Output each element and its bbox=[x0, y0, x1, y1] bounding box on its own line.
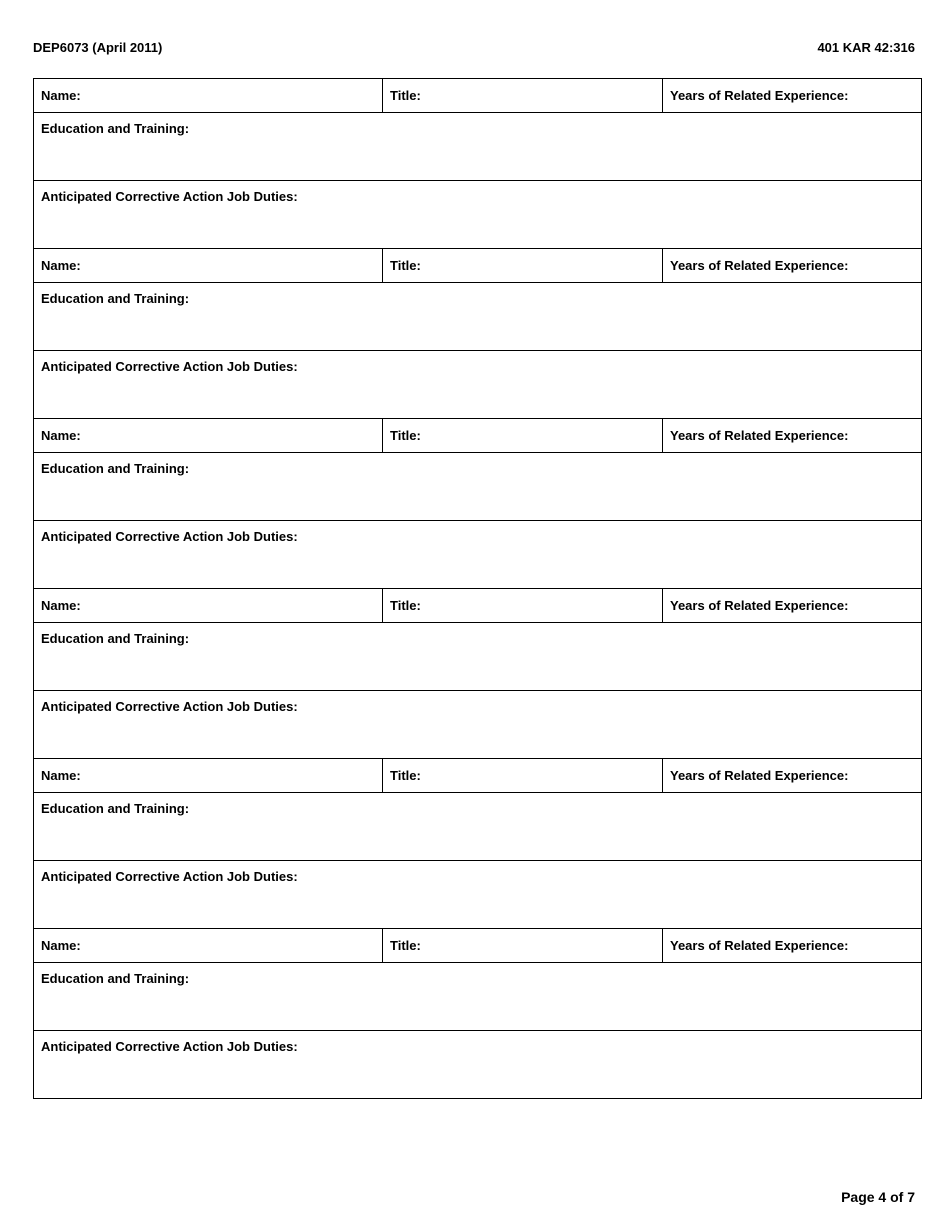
page-number: Page 4 of 7 bbox=[841, 1189, 915, 1205]
title-field[interactable]: Title: bbox=[383, 249, 663, 283]
education-field[interactable]: Education and Training: bbox=[34, 793, 922, 861]
title-field[interactable]: Title: bbox=[383, 589, 663, 623]
personnel-entry-2-header bbox=[34, 249, 922, 283]
regulation-reference: 401 KAR 42:316 bbox=[817, 40, 915, 55]
personnel-entry-1-education bbox=[34, 113, 922, 181]
personnel-entry-5-header bbox=[34, 759, 922, 793]
experience-field[interactable]: Years of Related Experience: bbox=[663, 589, 922, 623]
personnel-entry-6-duties bbox=[34, 1031, 922, 1099]
title-field[interactable]: Title: bbox=[383, 79, 663, 113]
name-field[interactable]: Name: bbox=[34, 419, 383, 453]
personnel-entry-3-duties bbox=[34, 521, 922, 589]
duties-field[interactable]: Anticipated Corrective Action Job Duties: bbox=[34, 691, 922, 759]
title-field[interactable]: Title: bbox=[383, 929, 663, 963]
personnel-entry-2-duties bbox=[34, 351, 922, 419]
duties-field[interactable]: Anticipated Corrective Action Job Duties: bbox=[34, 181, 922, 249]
duties-field[interactable]: Anticipated Corrective Action Job Duties: bbox=[34, 351, 922, 419]
education-field[interactable]: Education and Training: bbox=[34, 283, 922, 351]
personnel-entry-2-education bbox=[34, 283, 922, 351]
personnel-entry-3-education bbox=[34, 453, 922, 521]
personnel-entry-4-duties bbox=[34, 691, 922, 759]
name-field[interactable]: Name: bbox=[34, 929, 383, 963]
personnel-entry-3-header bbox=[34, 419, 922, 453]
personnel-entry-6-header bbox=[34, 929, 922, 963]
education-field[interactable]: Education and Training: bbox=[34, 453, 922, 521]
personnel-entry-5-education bbox=[34, 793, 922, 861]
personnel-entry-5-duties bbox=[34, 861, 922, 929]
experience-field[interactable]: Years of Related Experience: bbox=[663, 79, 922, 113]
personnel-entry-4-education bbox=[34, 623, 922, 691]
duties-field[interactable]: Anticipated Corrective Action Job Duties: bbox=[34, 1031, 922, 1099]
duties-field[interactable]: Anticipated Corrective Action Job Duties: bbox=[34, 861, 922, 929]
personnel-entry-4-header bbox=[34, 589, 922, 623]
title-field[interactable]: Title: bbox=[383, 759, 663, 793]
education-field[interactable]: Education and Training: bbox=[34, 963, 922, 1031]
experience-field[interactable]: Years of Related Experience: bbox=[663, 929, 922, 963]
form-id: DEP6073 (April 2011) bbox=[33, 40, 163, 55]
experience-field[interactable]: Years of Related Experience: bbox=[663, 759, 922, 793]
name-field[interactable]: Name: bbox=[34, 79, 383, 113]
education-field[interactable]: Education and Training: bbox=[34, 623, 922, 691]
personnel-entry-6-education bbox=[34, 963, 922, 1031]
education-field[interactable]: Education and Training: bbox=[34, 113, 922, 181]
personnel-entry-1-duties bbox=[34, 181, 922, 249]
title-field[interactable]: Title: bbox=[383, 419, 663, 453]
name-field[interactable]: Name: bbox=[34, 249, 383, 283]
name-field[interactable]: Name: bbox=[34, 759, 383, 793]
name-field[interactable]: Name: bbox=[34, 589, 383, 623]
duties-field[interactable]: Anticipated Corrective Action Job Duties: bbox=[34, 521, 922, 589]
personnel-table bbox=[33, 78, 922, 1099]
experience-field[interactable]: Years of Related Experience: bbox=[663, 419, 922, 453]
personnel-entry-1-header bbox=[34, 79, 922, 113]
experience-field[interactable]: Years of Related Experience: bbox=[663, 249, 922, 283]
